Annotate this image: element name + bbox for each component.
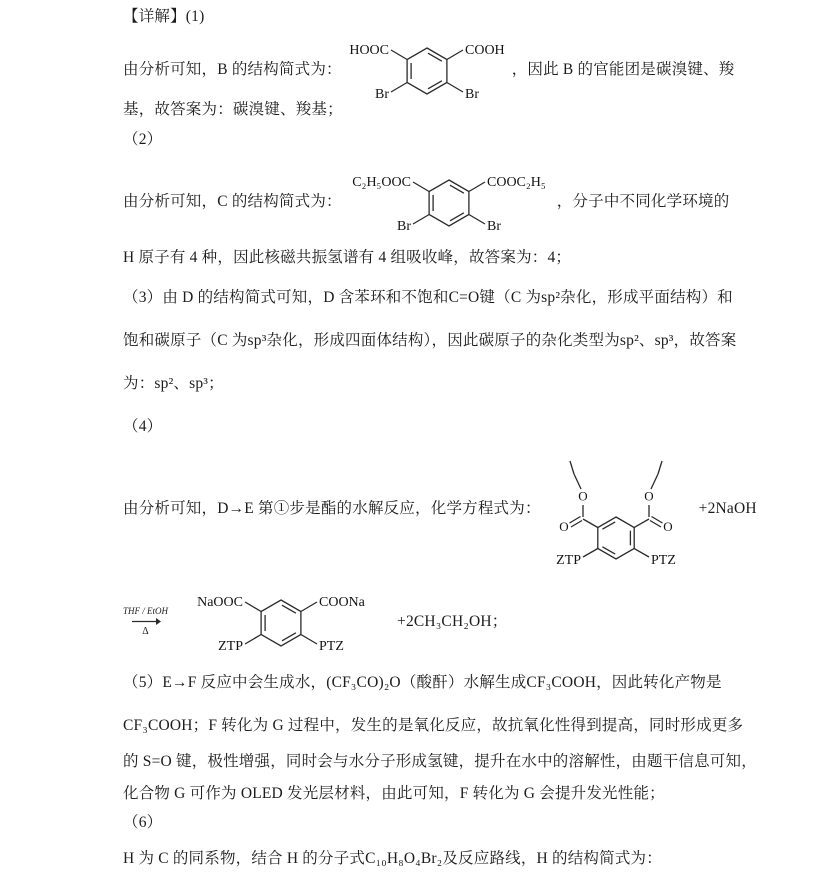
structure-D-ester-O-right-label: O	[643, 488, 654, 504]
sec3-line3: 为：sp²、sp³；	[123, 375, 224, 392]
sec2-line2: H 原子有 4 种，因此核磁共振氢谱有 4 组吸收峰，故答案为：4；	[123, 249, 572, 266]
sec5-line3: 的 S=O 键，极性增强，同时会与水分子形成氢键，提升在水中的溶解性，由题干信息可知，	[123, 753, 757, 770]
sec2-number: （2）	[123, 131, 163, 148]
benzene-ring	[407, 48, 447, 94]
structure-E-top-left-label: NaOOC	[197, 595, 243, 610]
detail-heading: 【详解】(1)	[123, 8, 205, 25]
structure-E-bottom-right-label: PTZ	[319, 639, 344, 654]
structure-E-bottom-left-label: ZTP	[218, 639, 243, 654]
sec6-number: （6）	[123, 814, 163, 831]
section4-equation-row1	[123, 443, 757, 575]
sec2-text-after: ，分子中不同化学环境的	[556, 193, 730, 210]
structure-B-top-right-label: COOH	[464, 43, 505, 58]
sec1-text-after: ，因此 B 的官能团是碳溴键、羧	[511, 61, 735, 78]
structure-B-diagram	[342, 31, 512, 109]
reaction-condition-bottom: Δ	[142, 626, 149, 637]
structure-B-bonds	[391, 48, 463, 94]
structure-D-carbonyl-O-right-label: O	[662, 519, 673, 534]
sec5-line1: （5）E→F 反应中会生成水，(CF₃CO)₂O（酸酐）水解生成CF₃COOH，因此转化产物是	[123, 674, 722, 691]
structure-B-top-left-label: HOOC	[349, 43, 389, 58]
sec6-line: H 为 C 的同系物，结合 H 的分子式C₁₀H₈O₄Br₂及反应路线，H 的结构简式为：	[123, 850, 662, 867]
structure-C-bottom-left-label: Br	[396, 219, 411, 234]
structure-E-top-right-label: COONa	[319, 595, 365, 610]
benzene-ring	[261, 600, 301, 646]
sec2-text-before: 由分析可知，C 的结构简式为：	[123, 193, 342, 210]
benzene-ring	[597, 517, 633, 559]
structure-C-top-left-label: C₂H₅OOC	[351, 175, 411, 190]
structure-C-diagram	[342, 163, 557, 241]
section4-equation-row2	[123, 577, 507, 667]
structure-E-diagram	[174, 577, 389, 667]
structure-B-bottom-right-label: Br	[464, 87, 479, 102]
sec1-text-before: 由分析可知，B 的结构简式为：	[123, 61, 342, 78]
structure-B-bottom-left-label: Br	[374, 87, 389, 102]
structure-D-ester-O-left-label: O	[577, 488, 588, 504]
sec4-product-ethanol: +2CH₃CH₂OH；	[397, 613, 508, 630]
structure-C-top-right-label: COOC₂H₅	[486, 175, 546, 190]
sec4-text-before: 由分析可知，D→E 第①步是酯的水解反应，化学方程式为：	[123, 500, 541, 517]
structure-D-carbonyl-O-left-label: O	[558, 519, 569, 534]
sec1-line2: 基，故答案为：碳溴键、羧基；	[123, 101, 343, 118]
structure-C-bonds	[413, 180, 485, 226]
structure-D-bottom-right-label: PTZ	[650, 553, 676, 568]
structure-D-bottom-left-label: ZTP	[555, 553, 581, 568]
reaction-arrow-icon	[131, 617, 161, 626]
section1-structure-row	[123, 31, 735, 109]
structure-D-bonds	[569, 461, 662, 559]
benzene-ring	[429, 180, 469, 226]
reaction-condition-top: THF / EtOH	[123, 606, 168, 616]
structure-D-diagram	[541, 443, 691, 575]
structure-C-bottom-right-label: Br	[486, 219, 501, 234]
section2-structure-row	[123, 163, 729, 241]
sec4-reagent-naoh: +2NaOH	[698, 500, 757, 517]
sec3-line1: （3）由 D 的结构简式可知，D 含苯环和不饱和C=O键（C 为sp²杂化，形成平面结构）和	[123, 289, 733, 306]
sec5-line2: CF₃COOH；F 转化为 G 过程中，发生的是氧化反应，故抗氧化性得到提高，同时形成更多	[123, 717, 744, 734]
sec5-line4: 化合物 G 可作为 OLED 发光层材料，由此可知，F 转化为 G 会提升发光性能；	[123, 785, 665, 802]
reaction-arrow-block	[123, 606, 168, 638]
sec4-number: （4）	[123, 418, 163, 435]
structure-E-bonds	[245, 600, 317, 646]
sec3-line2: 饱和碳原子（C 为sp³杂化，形成四面体结构），因此碳原子的杂化类型为sp²、sp³，故答案	[123, 332, 737, 349]
